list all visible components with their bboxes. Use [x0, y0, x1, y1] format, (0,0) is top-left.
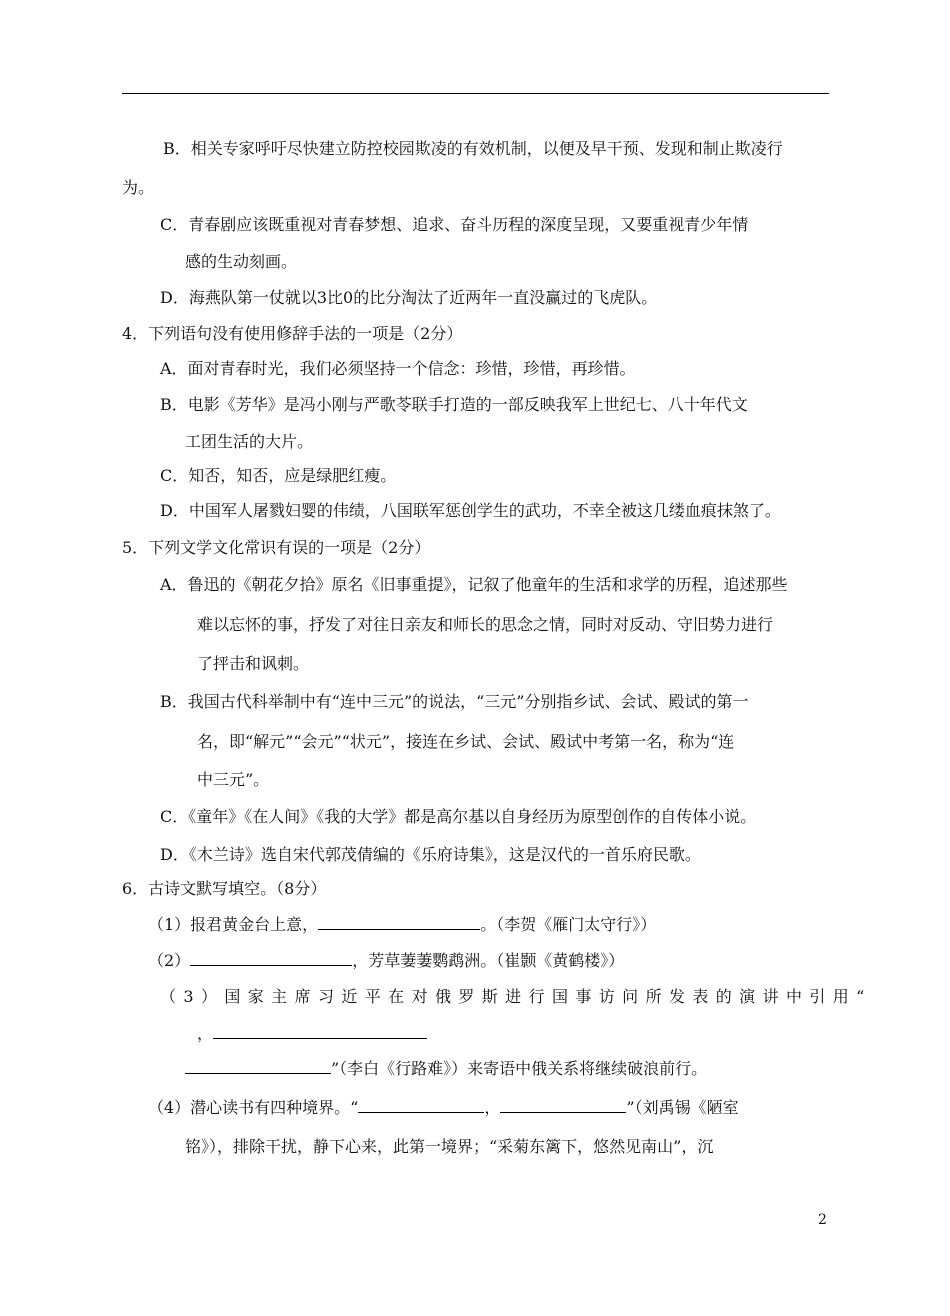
q5-option-a-line2: 难以忘怀的事，抒发了对往日亲友和师长的思念之情，同时对反动、守旧势力进行 [197, 615, 774, 634]
answer-blank[interactable] [358, 1097, 484, 1113]
q6-item-4-prefix: （4）潜心读书有四种境界。“ [148, 1098, 359, 1117]
q6-item-1-suffix: 。（李贺《雁门太守行》） [480, 915, 657, 934]
header-rule [122, 93, 829, 94]
answer-blank[interactable] [500, 1097, 626, 1113]
q5-option-a-line1: A．鲁迅的《朝花夕拾》原名《旧事重提》，记叙了他童年的生活和求学的历程，追述那些 [160, 575, 788, 594]
q5-option-b-line3: 中三元”。 [197, 770, 270, 789]
q6-item-2-suffix: ，芳草萋萋鹦鹉洲。（崔颢《黄鹤楼》） [352, 951, 625, 970]
q6-item-3-suffix: ”（李白《行路难》）来寄语中俄关系将继续破浪前行。 [331, 1059, 708, 1078]
q6-item-4-comma: ， [484, 1098, 501, 1117]
q6-item-3-line3 [185, 1058, 707, 1079]
q6-item-3-line1: （3）国家主席习近平在对俄罗斯进行国事访问所发表的演讲中引用“ [160, 987, 872, 1006]
q6-item-4-line1 [148, 1097, 739, 1118]
q6-item-1-prefix: （1）报君黄金台上意， [148, 915, 319, 934]
q4-option-d: D．中国军人屠戮妇婴的伟绩，八国联军惩创学生的武功，不幸全被这几缕血痕抹煞了。 [160, 501, 781, 520]
q6-item-2-prefix: （2） [148, 951, 191, 970]
q5-option-c: C．《童年》《在人间》《我的大学》都是高尔基以自身经历为原型创作的自传体小说。 [160, 807, 757, 826]
q4-option-a: A．面对青春时光，我们必须坚持一个信念：珍惜，珍惜，再珍惜。 [160, 359, 636, 378]
answer-blank[interactable] [190, 950, 352, 966]
q6-item-1 [148, 914, 656, 935]
question-4-stem: 4．下列语句没有使用修辞手法的一项是（2分） [122, 324, 463, 343]
q3-option-d: D．海燕队第一仗就以3比0的比分淘汰了近两年一直没赢过的飞虎队。 [160, 288, 658, 307]
q3-option-b-line1: B．相关专家呼吁尽快建立防控校园欺凌的有效机制，以便及早干预、发现和制止欺凌行 [163, 139, 783, 158]
q3-option-c-line1: C．青春剧应该既重视对青春梦想、追求、奋斗历程的深度呈现，又要重视青少年情 [160, 215, 749, 234]
q4-option-c: C．知否，知否，应是绿肥红瘦。 [160, 466, 397, 485]
q6-item-2 [148, 950, 624, 971]
q5-option-d: D．《木兰诗》选自宋代郭茂倩编的《乐府诗集》，这是汉代的一首乐府民歌。 [160, 845, 701, 864]
q4-option-b-line2: 工团生活的大片。 [185, 432, 314, 451]
answer-blank[interactable] [185, 1058, 331, 1074]
q5-option-a-line3: 了抨击和讽刺。 [197, 654, 310, 673]
q5-option-b-line2: 名，即“解元”“会元”“状元”，接连在乡试、会试、殿试中考第一名，称为“连 [197, 732, 735, 751]
answer-blank[interactable] [213, 1023, 427, 1039]
q3-option-c-line2: 感的生动刻画。 [185, 252, 298, 271]
q6-item-3-comma: ， [197, 1024, 214, 1043]
q3-option-b-line2: 为。 [122, 178, 155, 197]
q6-item-4-suffix: ”（刘禹锡《陋室 [626, 1098, 739, 1117]
answer-blank[interactable] [318, 914, 480, 930]
q4-option-b-line1: B．电影《芳华》是冯小刚与严歌苓联手打造的一部反映我军上世纪七、八十年代文 [160, 395, 748, 414]
q6-item-4-line2: 铭》），排除干扰，静下心来，此第一境界；“采菊东篱下，悠然见南山”，沉 [185, 1137, 714, 1156]
question-5-stem: 5．下列文学文化常识有误的一项是（2分） [122, 538, 431, 557]
q6-item-3-line2 [197, 1023, 427, 1044]
q5-option-b-line1: B．我国古代科举制中有“连中三元”的说法，“三元”分别指乡试、会试、殿试的第一 [160, 692, 749, 711]
page-number: 2 [818, 1212, 827, 1228]
question-6-stem: 6．古诗文默写填空。（8分） [122, 879, 327, 898]
